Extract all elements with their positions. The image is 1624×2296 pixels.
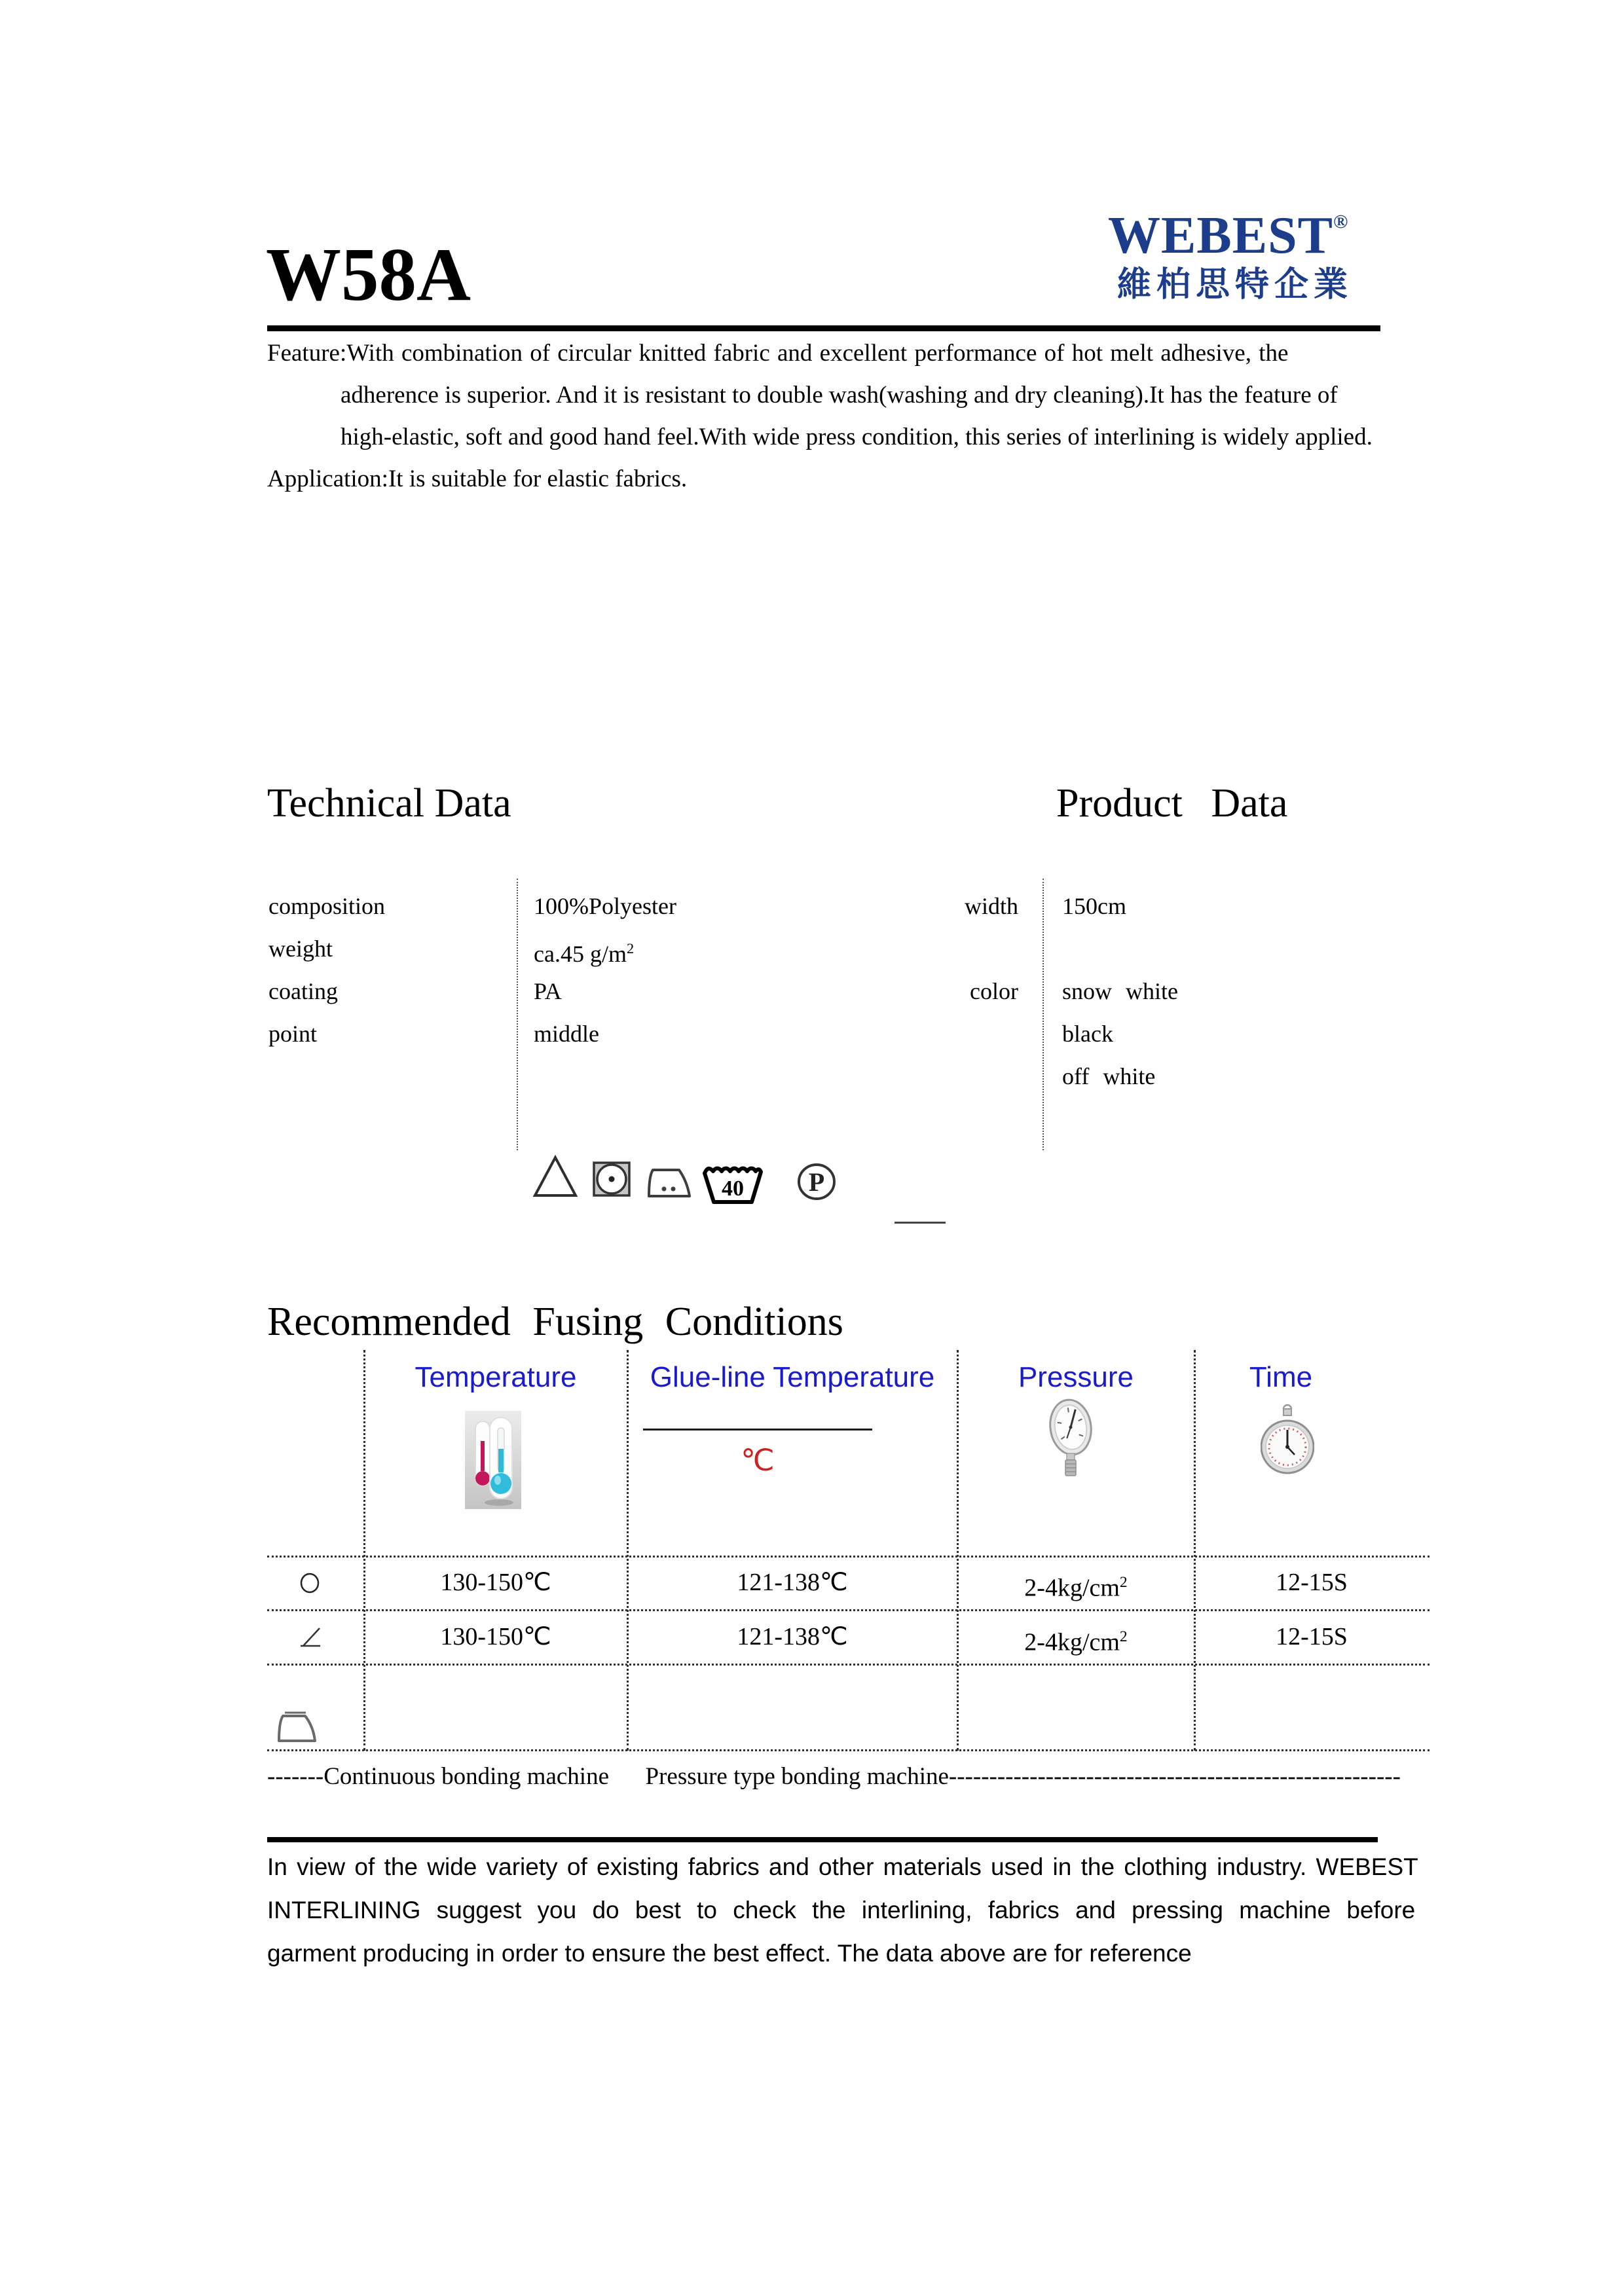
weight-value-sup: 2	[626, 940, 635, 957]
tech-label-composition: composition	[268, 893, 385, 919]
tech-value-point: middle	[534, 1021, 599, 1047]
fusing-r2-pressure	[1024, 1623, 1127, 1656]
fusing-r1-temperature: 130-150℃	[440, 1569, 551, 1596]
row-symbol-iron	[275, 1710, 317, 1745]
glue-line-underline	[643, 1429, 872, 1430]
col-header-temperature: Temperature	[415, 1361, 577, 1393]
brand-logo	[1108, 207, 1349, 264]
product-color-off-white: off white	[1062, 1063, 1156, 1089]
fusing-row-divider-3	[267, 1664, 1430, 1666]
registered-trademark-icon: ®	[1333, 211, 1349, 232]
product-color-black: black	[1062, 1021, 1113, 1047]
fusing-col-divider-3	[957, 1350, 959, 1751]
fusing-row-divider-2	[267, 1609, 1430, 1611]
fusing-col-divider-2	[627, 1350, 629, 1751]
pressure-value: 2-4kg/cm	[1024, 1628, 1120, 1656]
fusing-r2-time: 12-15S	[1276, 1623, 1348, 1650]
dry-clean-p-icon	[796, 1163, 837, 1201]
tech-label-point: point	[268, 1021, 318, 1047]
fusing-row-divider-1	[267, 1556, 1430, 1558]
fusing-conditions-heading: Recommended Fusing Conditions	[267, 1300, 843, 1344]
page-title: W58A	[266, 233, 471, 316]
tech-value-composition: 100%Polyester	[534, 893, 676, 919]
bonding-machine-note: -------Continuous bonding machine Pressure type bonding machine--------------------------------------------------------	[267, 1763, 1401, 1790]
fusing-r1-pressure	[1024, 1569, 1127, 1602]
tech-value-coating: PA	[534, 978, 562, 1004]
fusing-r1-glue: 121-138℃	[737, 1569, 848, 1596]
fusing-r1-time: 12-15S	[1276, 1569, 1348, 1596]
application-text: Application:It is suitable for elastic fabrics.	[267, 465, 688, 492]
footer-text-line2: INTERLINING suggest you do best to check the interlining, fabrics and pressing machine before	[267, 1897, 1416, 1923]
col-header-glue-line-temperature: Glue-line Temperature	[650, 1361, 935, 1393]
col-header-pressure: Pressure	[1018, 1361, 1134, 1393]
tumble-dry-icon	[593, 1161, 631, 1197]
weight-value: ca.45 g/m	[534, 941, 627, 967]
product-value-width: 150cm	[1062, 893, 1126, 919]
dry-clean-letter: P	[808, 1167, 825, 1197]
fusing-col-divider-4	[1194, 1350, 1196, 1751]
feature-text-line2: adherence is superior. And it is resistant to double wash(washing and dry cleaning).It has the feature of	[341, 382, 1338, 409]
care-underscore-line	[895, 1222, 946, 1224]
product-label-color: color	[970, 978, 1018, 1004]
fusing-col-divider-1	[363, 1350, 365, 1751]
iron-two-dots-icon	[644, 1164, 694, 1199]
wash-40-icon	[701, 1163, 764, 1205]
thermometer-icon	[465, 1411, 521, 1509]
glue-line-unit-celsius: ℃	[741, 1444, 775, 1477]
tech-label-coating: coating	[268, 978, 338, 1004]
row-symbol-circle	[299, 1573, 321, 1594]
footer-rule	[267, 1837, 1378, 1842]
fusing-r2-glue: 121-138℃	[737, 1623, 848, 1650]
brand-logo-text: WEBEST	[1108, 207, 1333, 264]
footer-text-line3: garment producing in order to ensure the best effect. The data above are for reference	[267, 1940, 1192, 1967]
stopwatch-icon	[1261, 1402, 1314, 1477]
tech-table-divider-left	[517, 879, 518, 1150]
pressure-value: 2-4kg/cm	[1024, 1574, 1120, 1602]
header-rule	[267, 325, 1380, 331]
product-label-width: width	[964, 893, 1018, 919]
bleach-triangle-icon	[532, 1155, 578, 1198]
tech-label-weight: weight	[268, 936, 333, 962]
fusing-row-divider-4	[267, 1749, 1430, 1751]
col-header-time: Time	[1249, 1361, 1313, 1393]
wash-temp-label: 40	[722, 1176, 744, 1201]
brand-logo-chinese: 維柏思特企業	[1117, 266, 1354, 304]
fusing-r2-temperature: 130-150℃	[440, 1623, 551, 1650]
row-symbol-angle	[299, 1626, 322, 1649]
feature-text-line1: Feature:With combination of circular knitted fabric and excellent performance of hot melt adhesive, the	[267, 340, 1289, 367]
pressure-sup: 2	[1119, 1628, 1128, 1645]
footer-text-line1: In view of the wide variety of existing fabrics and other materials used in the clothing industry. WEBEST	[267, 1853, 1418, 1880]
pressure-sup: 2	[1119, 1574, 1128, 1591]
feature-text-line3: high-elastic, soft and good hand feel.With wide press condition, this series of interlining is widely applied.	[341, 424, 1373, 450]
technical-data-heading: Technical Data	[267, 781, 511, 826]
tech-value-weight	[534, 934, 634, 968]
pressure-gauge-icon	[1046, 1394, 1095, 1478]
tech-table-divider-right	[1043, 879, 1044, 1150]
product-color-snow-white: snow white	[1062, 978, 1178, 1004]
product-data-heading: Product Data	[1056, 781, 1288, 826]
